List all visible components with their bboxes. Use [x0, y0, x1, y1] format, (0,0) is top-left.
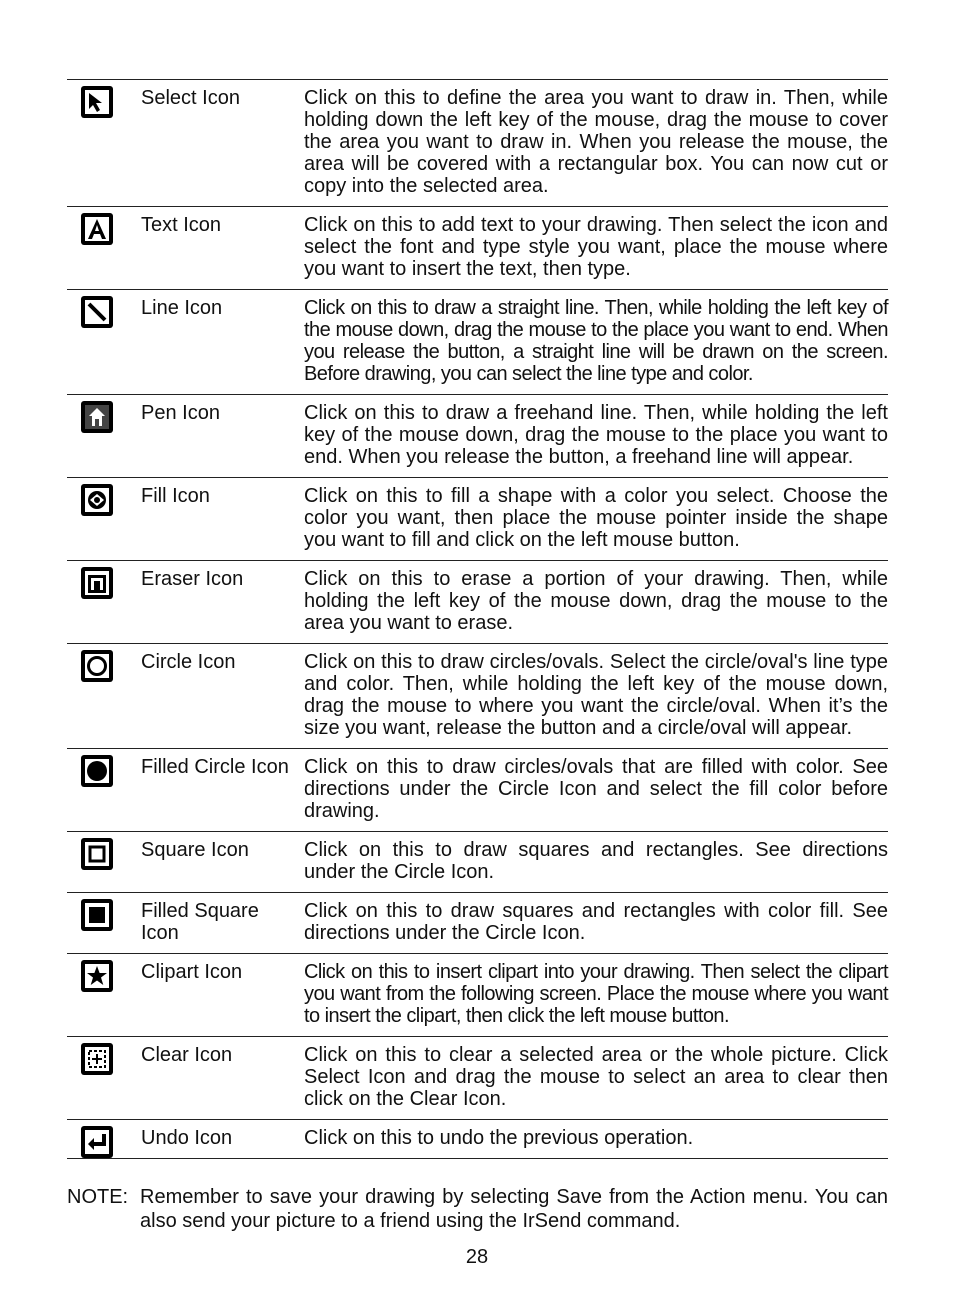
row-description: Click on this to draw squares and rectangles. See directions under the Circle Icon. — [304, 839, 888, 883]
row-description: Click on this to insert clipart into your drawing. Then select the clipart you want from the following screen. Place the mouse where you want to insert the clipart, then click the left mouse button. — [304, 961, 888, 1027]
row-description: Click on this to define the area you want to draw in. Then, while holding down the left key of the mouse, drag the mouse to cover the area you want to draw in. When you release the mouse, the area will be covered with a rectangular box. You can now cut or copy into the selected area. — [304, 87, 888, 197]
row-name: Clear Icon — [141, 1044, 233, 1066]
note-label: NOTE: — [67, 1186, 129, 1208]
row-name: Line Icon — [141, 297, 223, 319]
note — [67, 1185, 888, 1233]
table-row — [67, 80, 888, 207]
filled-square-icon — [80, 898, 114, 932]
table-row — [67, 893, 888, 954]
pen-icon — [80, 400, 114, 434]
row-description: Click on this to draw circles/ovals that are filled with color. See directions under the Circle Icon and select the fill color before drawing. — [304, 756, 888, 822]
row-name: Select Icon — [141, 87, 240, 109]
text-a-icon — [80, 212, 114, 246]
row-name: Filled Circle Icon — [141, 756, 289, 778]
filled-circle-icon — [80, 754, 114, 788]
eraser-icon — [80, 566, 114, 600]
undo-arrow-icon — [80, 1125, 114, 1159]
row-description: Click on this to draw a freehand line. Then, while holding the left key of the mouse down, drag the mouse to the place you want to end. When you release the button, a freehand line will appear. — [304, 402, 888, 468]
row-description: Click on this to draw circles/ovals. Select the circle/oval's line type and color. Then, while holding the left key of the mouse down, drag the mouse to where you want the circle/oval. When it’s the size you want, release the button and a circle/oval will appear. — [304, 651, 888, 739]
row-description: Click on this to clear a selected area or the whole picture. Click Select Icon and drag the mouse to select an area to clear then click on the Clear Icon. — [304, 1044, 888, 1110]
icon-reference-table — [67, 79, 888, 1159]
square-icon — [80, 837, 114, 871]
row-name: Text Icon — [141, 214, 222, 236]
row-description: Click on this to draw a straight line. Then, while holding the left key of the mouse down, drag the mouse to the place you want to end. When you release the button, a straight line will be drawn on the screen. Before drawing, you can select the line type and color. — [304, 297, 888, 385]
table-row — [67, 207, 888, 290]
table-row — [67, 561, 888, 644]
row-description: Click on this to draw squares and rectangles with color fill. See directions under the Circle Icon. — [304, 900, 888, 944]
row-name: Circle Icon — [141, 651, 236, 673]
table-row — [67, 1037, 888, 1120]
row-description: Click on this to fill a shape with a color you select. Choose the color you want, then place the mouse pointer inside the shape you want to fill and click on the left mouse button. — [304, 485, 888, 551]
row-name: Clipart Icon — [141, 961, 243, 983]
select-arrow-icon — [80, 85, 114, 119]
row-description: Click on this to erase a portion of your drawing. Then, while holding the left key of the mouse down, drag the mouse to the area you want to erase. — [304, 568, 888, 634]
table-row — [67, 478, 888, 561]
line-icon — [80, 295, 114, 329]
table-row — [67, 954, 888, 1037]
table-row — [67, 644, 888, 749]
row-description: Click on this to add text to your drawing. Then select the icon and select the font and type style you want, place the mouse where you want to insert the text, then type. — [304, 214, 888, 280]
clear-icon — [80, 1042, 114, 1076]
row-name: Fill Icon — [141, 485, 210, 507]
circle-icon — [80, 649, 114, 683]
page-number: 28 — [465, 1246, 489, 1268]
row-description: Click on this to undo the previous operation. — [304, 1127, 694, 1149]
row-name: Filled Square Icon — [141, 900, 259, 944]
row-name: Square Icon — [141, 839, 249, 861]
fill-bucket-icon — [80, 483, 114, 517]
table-row — [67, 1120, 888, 1159]
row-name: Eraser Icon — [141, 568, 244, 590]
table-row — [67, 832, 888, 893]
note-text: Remember to save your drawing by selecting Save from the Action menu. You can also send your picture to a friend using the IrSend command. — [140, 1186, 888, 1232]
table-row — [67, 395, 888, 478]
table-row — [67, 749, 888, 832]
row-name: Undo Icon — [141, 1127, 233, 1149]
row-name: Pen Icon — [141, 402, 220, 424]
table-row — [67, 290, 888, 395]
clipart-star-icon — [80, 959, 114, 993]
